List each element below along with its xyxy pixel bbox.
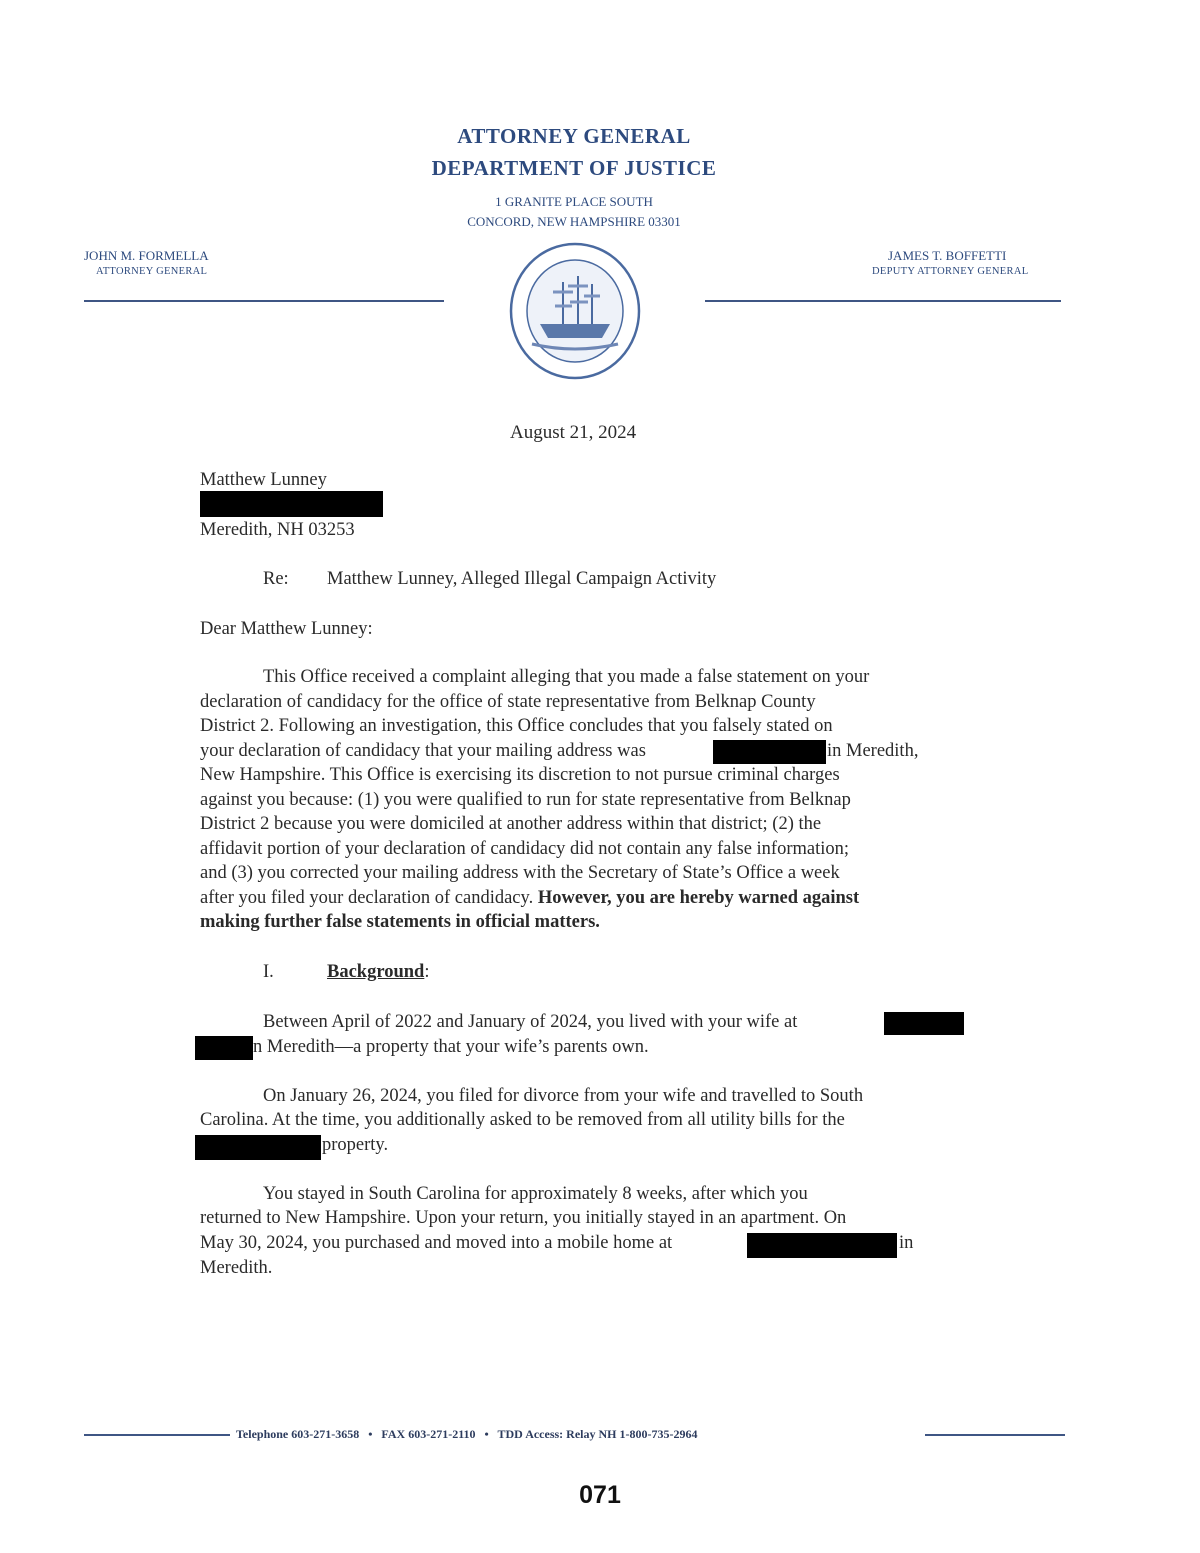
p1-line: declaration of candidacy for the office of state representative from Belknap County xyxy=(200,692,816,712)
p3-line: property. xyxy=(322,1135,389,1155)
footer-contact: Telephone 603-271-3658 • FAX 603-271-2110 • TDD Access: Relay NH 1-800-735-2964 xyxy=(236,1427,698,1441)
state-seal-icon xyxy=(508,242,642,380)
redaction-box xyxy=(195,1036,253,1060)
p1-line xyxy=(200,741,646,762)
section-colon: : xyxy=(424,962,430,982)
warning-text: However, you are hereby warned against xyxy=(537,888,860,908)
section-title: Background xyxy=(327,962,425,982)
letterhead-title: ATTORNEY GENERAL xyxy=(457,124,691,148)
p1-line: and (3) you corrected your mailing address with the Secretary of State’s Office a week xyxy=(200,863,840,883)
letterhead-address-1: 1 GRANITE PLACE SOUTH xyxy=(495,194,653,209)
page-number: 071 xyxy=(579,1481,621,1509)
attorney-general-title: ATTORNEY GENERAL xyxy=(96,266,208,277)
p2-line: n Meredith—a property that your wife’s parents own. xyxy=(253,1037,649,1057)
p2-line: Between April of 2022 and January of 2024, you lived with your wife at xyxy=(263,1012,798,1032)
p1-text: in Meredith, xyxy=(827,741,919,761)
letterhead-department: DEPARTMENT OF JUSTICE xyxy=(431,156,717,180)
redaction-box xyxy=(200,491,383,517)
redaction-box xyxy=(747,1233,897,1258)
letterhead-address-2: CONCORD, NEW HAMPSHIRE 03301 xyxy=(467,214,681,229)
p1-line: affidavit portion of your declaration of candidacy did not contain any false information; xyxy=(200,839,850,859)
p1-line: This Office received a complaint alleging that you made a false statement on your xyxy=(263,667,870,687)
recipient-city: Meredith, NH 03253 xyxy=(200,520,355,540)
p3-line: On January 26, 2024, you filed for divorce from your wife and travelled to South xyxy=(263,1086,864,1106)
p4-line: You stayed in South Carolina for approximately 8 weeks, after which you xyxy=(263,1184,808,1204)
p1-line xyxy=(200,888,859,909)
footer-rule-right xyxy=(925,1434,1065,1436)
deputy-name: JAMES T. BOFFETTI xyxy=(888,248,1007,263)
header-rule-left xyxy=(84,300,444,302)
p1-line: District 2. Following an investigation, this Office concludes that you falsely stated on xyxy=(200,716,833,736)
section-number: I. xyxy=(263,962,274,982)
section-heading xyxy=(327,962,429,983)
p4-line: May 30, 2024, you purchased and moved into a mobile home at xyxy=(200,1233,673,1253)
p3-line: Carolina. At the time, you additionally asked to be removed from all utility bills for the xyxy=(200,1110,845,1130)
redaction-box xyxy=(884,1012,964,1035)
letter-date: August 21, 2024 xyxy=(510,422,637,443)
warning-text: making further false statements in official matters. xyxy=(200,912,600,932)
deputy-title: DEPUTY ATTORNEY GENERAL xyxy=(872,266,1029,277)
p4-line: returned to New Hampshire. Upon your return, you initially stayed in an apartment. On xyxy=(200,1208,847,1228)
p1-line: New Hampshire. This Office is exercising its discretion to not pursue criminal charges xyxy=(200,765,840,785)
p1-text: your declaration of candidacy that your mailing address was xyxy=(200,741,646,761)
header-rule-right xyxy=(705,300,1061,302)
re-subject: Matthew Lunney, Alleged Illegal Campaign Activity xyxy=(327,569,717,589)
re-label: Re: xyxy=(263,569,289,589)
redaction-box xyxy=(713,740,826,764)
p4-line: Meredith. xyxy=(200,1258,273,1278)
footer-rule-left xyxy=(84,1434,230,1436)
p1-line: District 2 because you were domiciled at another address within that district; (2) the xyxy=(200,814,822,834)
recipient-name: Matthew Lunney xyxy=(200,470,327,490)
p4-line: in xyxy=(899,1233,914,1253)
attorney-general-name: JOHN M. FORMELLA xyxy=(84,248,209,263)
p1-text: after you filed your declaration of candidacy. xyxy=(200,888,538,908)
salutation: Dear Matthew Lunney: xyxy=(200,619,373,639)
redaction-box xyxy=(195,1135,321,1160)
p1-line: against you because: (1) you were qualified to run for state representative from Belknap xyxy=(200,790,851,810)
